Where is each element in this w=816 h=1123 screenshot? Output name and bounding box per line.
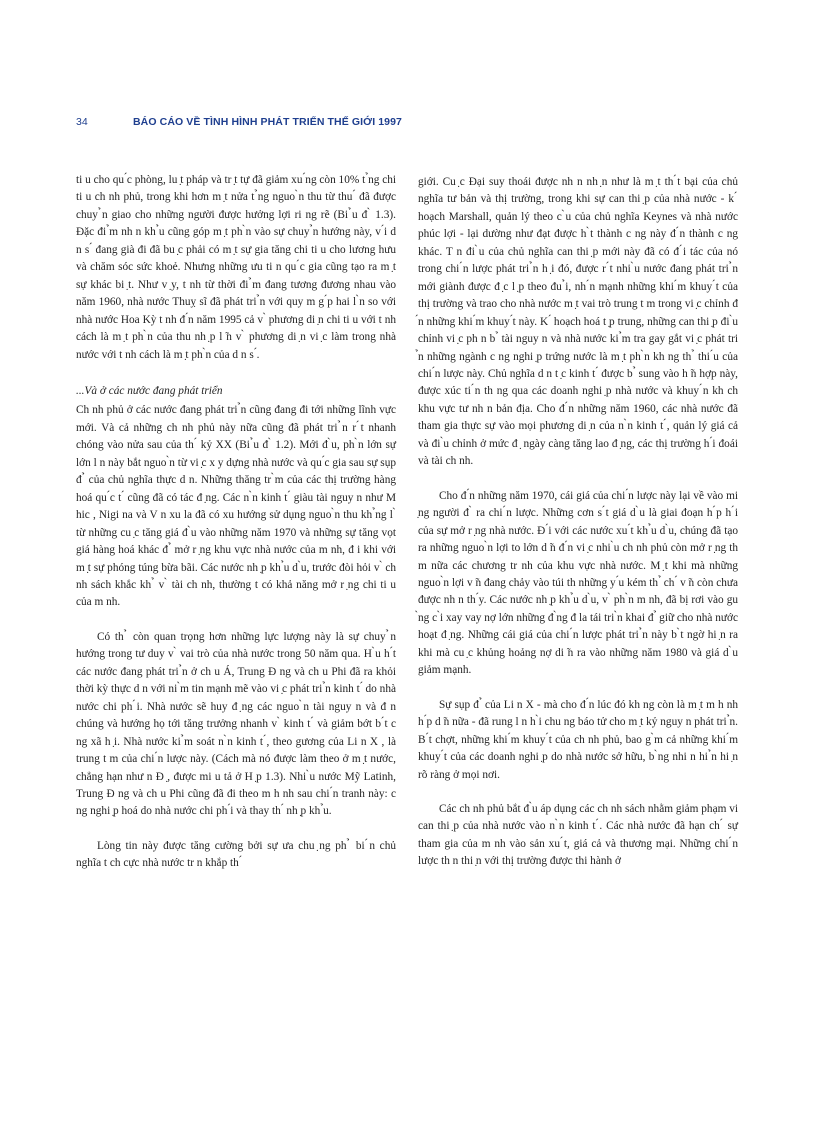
right-paragraph-4: Các ch nh phủ bắt đ ̀u áp dụng các ch nh sách nhằm giảm phạm vi can thi ̣p của nhà nước vào n ̀n kinh t ́. Các nhà nước đã hạn ch ́ sự tham gia của m nh vào sản xu ́t, giá cả và thương mại. Những chi ́n lược th n thi ̣n với thị trường được thi hành ở [418, 802, 738, 868]
right-paragraph-1: giới. Cu ̣c Đại suy thoái được nh n nh ̣n như là m ̣t th ́t bại của chủ nghĩa tư bản và thị trường, trong khi sự can thi ̣p của nhà nước - k ́ hoạch Marshall, quản lý theo c ̀u của chủ nghĩa Keynes và nhà nước phúc lợi - lại dường như đạt được h ̀t thành c ng này đ ́n thành c ng khác. T n đi ̀u của chủ nghĩa can thi ̣p mới này đã có đ ́i tác của nó trong chi ́n lược phát tri ̉n h ̣i đó, được r ́t nhi ̀u nước đang phát tri ̉n mới giành được đ ̣c l ̣p theo đu ̉i, nh ́n mạnh những khi ́m khuy ́t của thị trường và trao cho nhà nước m ̣t vai trò trung t m trong vi ̣c chỉnh đ ́n những khi ́m khuy ́t này. K ́ hoạch hoá t ̣p trung, những can thi ̣p đi ̀u chỉnh vi ̣c ph n b ̉ tài nguy n và nhà nước ki ̉m tra gay gắt vi ̣c phát tri ̉n những ngành c ng nghi ̣p trứng nước là m ̣t ph ̀n kh ng th ̉ thi ́u của chi ́n lược này. Chủ nghĩa d n t ̣c kinh t ́ được b ̉ sung vào h ̃n hợp này, được xúc ti ́n th ng qua các doanh nghi ̣p nhà nước và khuy ́n kh ch khu vực tư nh n bản địa. Cho đ ́n những năm 1960, các nhà nước đã tham gia thực sự vào mọi phương di ̣n của n ̀n kinh t ́, quản lý giá cả và đi ̀u chỉnh ở mức đ ̣ ngày càng tăng lao đ ̣ng, các thị trường h ́i đoái và tài ch nh. [418, 176, 738, 468]
section-subheading: ...Và ở các nước đang phát triển [76, 384, 223, 397]
page-number: 34 [76, 116, 88, 128]
running-title: BÁO CÁO VỀ TÌNH HÌNH PHÁT TRIỂN THẾ GIỚI 1997 [133, 116, 402, 128]
left-paragraph-3: Có th ̉ còn quan trọng hơn những lực lượng này là sự chuy ̉n hướng trong tư duy v ̀ vai trò của nhà nước trong 50 năm qua. H ̀u h ́t các nước đang phát tri ̉n ở ch u Á, Trung Đ ng và ch u Phi đã ra khỏi thời kỳ thực d n với ni ̀m tin mạnh mẽ vào vi ̣c phát tri ̉n kinh t ́ do nhà nước chi ph ́i. Nhà nước sẽ huy đ ̣ng các nguo ̀n tài nguy n và đ n chúng và hướng họ tới tăng trưởng nhanh v ̀ kinh t ́ và giảm bớt b ́t c ng xã h ̣i. Nhà nước ki ̉m soát n ̀n kinh t ́, theo gương của Li n X , là trung t m của chi ́n lược này. (Cách mà nó được làm theo ở m ̣t nước, chẳng hạn như n Đ ̣, được mi u tả ở H ̣p 1.3). Nhi ̀u nước Mỹ Latinh, Trung Đ ng và ch u Phi cũng đã đi theo m h nh sau chi ́n tranh này: c ng nghi ̣p hoá do nhà nước chi ph ́i và thay th ́ nh ̣p kh ̉u. [76, 630, 396, 818]
left-paragraph-2: Ch nh phủ ở các nước đang phát tri ̉n cũng đang đi tới những lĩnh vực mới. Và cả những ch nh phủ này nữa cũng đã phát tri ̉n r ́t nhanh chóng vào nửa sau của th ́ kỷ XX (Bi ̉u đ ̀ 1.2). Mới đ ̀u, ph ̀n lớn sự lớn l n này bắt nguo ̀n từ vi ̣c x y dựng nhà nước và qu ́c gia sau sự sụp đ ̉ của chủ nghĩa thực d n. Những thăng tr ̀m của các thị trường hàng hoá qu ́c t ́ cũng đã có tác đ ̣ng. Các n ̀n kinh t ́ giàu tài nguy n như M hic , Nigi na và V n xu la đã có xu hướng sử dụng nguo ̀n thu kh ̉ng l ̀ từ những cu ̣c tăng giá đ ̀u vào những năm 1970 và những sự tăng vọt giá hàng hoá khác đ ̉ mở r ̣ng khu vực nhà nước của m nh, đ i khi với m ̣t sự phóng túng bừa bãi. Các nước nh ̣p kh ̉u d ̀u, trước đòi hỏi v ̀ ch nh sách khắc kh ̉ v ̀ tài ch nh, thường t có khả năng mở r ̣ng chi ti u của m nh. [76, 404, 396, 609]
left-paragraph-1: ti u cho qu ́c phòng, lu ̣t pháp và tr ̣t tự đã giảm xu ́ng còn 10% t ̉ng chi ti u ch nh phủ, trong khi hơn m ̣t nửa t ̉ng nguo ̀n thu từ thu ́ đã được chuy ̉n giao cho những người được hưởng lợi ri ng rẽ (Bi ̉u đ ̀ 1.3). Đặc đi ̉m nh n kh ̉u cũng góp m ̣t ph ̀n vào sự chuy ̉n hướng này, v ́i d n s ́ đang già đi đã bu ̣c phải có m ̣t sự gia tăng chi ti u cho lương hưu và chăm sóc sức khoẻ. Nhưng những ưu ti n qu ́c gia cũng tạo ra m ̣t sự khác bi ̣t. Như v ̣y, t nh từ thời đi ̉m đang tương đương nhau vào năm 1960, nhà nước Thuỵ sĩ đã phát tri ̉n với quy m g ́p hai l ̀n so với nhà nước Hoa Kỳ t nh đ ́n năm 1995 cả v ̀ phương di ̣n chi ti u với t nh cách là m ̣t ph ̀n của thu nh ̣p l ̃n v ̀ phương di ̣n vi ̣c làm trong nhà nước với t nh cách là m ̣t ph ̀n của d n s ́. [76, 174, 396, 361]
right-paragraph-2: Cho đ ́n những năm 1970, cái giá của chi ́n lược này lại về vào mi ̣ng người đ ̀ ra chi ́n lược. Những cơn s ́t giá d ̀u là giai đoạn h ́p h ́i của sự mở r ̣ng nhà nước. Đ ́i với các nước xu ́t kh ̉u d ̀u, chúng đã tạo ra những nguo ̀n lợi to lớn d ̃n đ ́n vi ̣c nhi ̀u ch nh phủ còn mở r ̣ng th m nữa các chương tr nh của khu vực nhà nước. M ̣t khi mà những nguo ̀n lợi v ̃n đang chảy vào túi th những y ́u kém th ̉ ch ́ v ̃n còn chưa được nh n th ́y. Các nước nh ̣p kh ̉u d ̀u, v ̀ ph ̀n m nh, đã bị rơi vào gu ̀ng c ̀i xay vay nợ lớn những đ ̀ng đ la tái tri ̀n khai đ ̉ giữ cho nhà nước hoạt đ ̣ng. Những cái giá của chi ́n lược phát tri ̉n này b ̀t ngờ hi ̣n ra khi mà cu ̣c khủng hoảng nợ di ̃n ra vào những năm 1980 và giá d ̀u giảm mạnh. [418, 489, 738, 677]
right-paragraph-3: Sự sụp đ ̉ của Li n X - mà cho đ ́n lúc đó kh ng còn là m ̣t m h nh h ́p d ̃n nữa - đã rung l n h ̀i chu ng báo tử cho m ̣t kỷ nguy n phát tri ̉n. B ́t chợt, những khi ́m khuy ́t của ch nh phủ, bao g ̀m cả những khi ́m khuy ́t của các doanh nghi ̣p do nhà nước sở hữu, b ̀ng nhi n hi ̉n hi ̣n rõ ràng ở mọi nơi. [418, 698, 738, 781]
left-column [76, 172, 396, 873]
right-column [418, 174, 738, 871]
page-header [76, 116, 756, 134]
left-paragraph-4: Lòng tin này được tăng cường bởi sự ưa chu ̣ng ph ̉ bi ́n chủ nghĩa t ch cực nhà nước tr n khắp th ́ [76, 839, 396, 870]
